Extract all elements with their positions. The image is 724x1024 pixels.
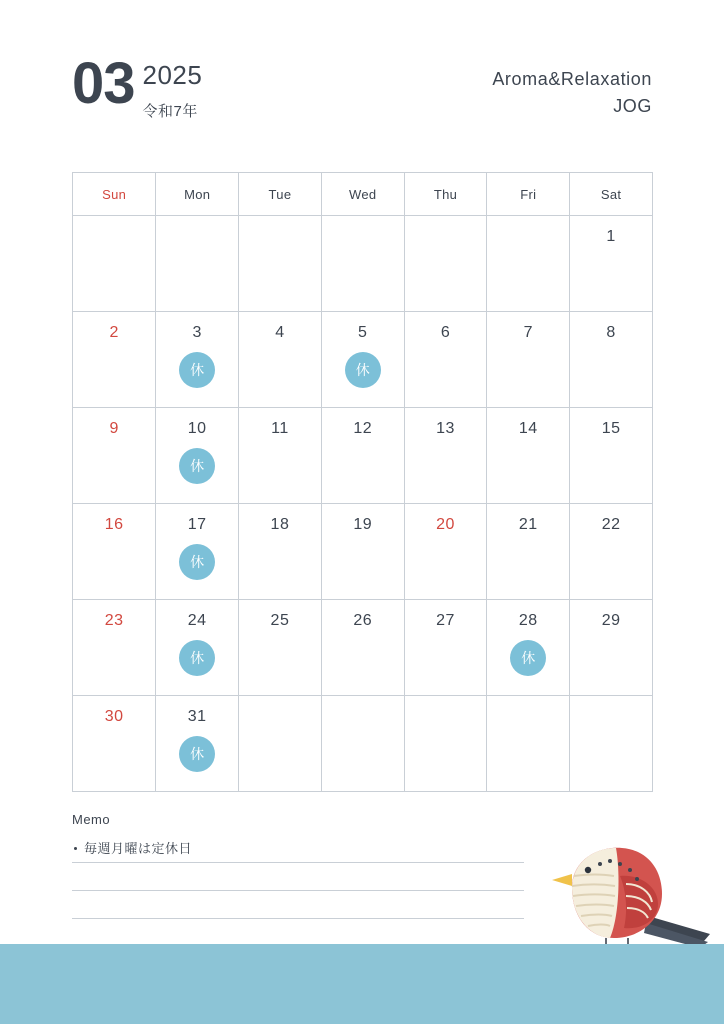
weekday-fri: Fri <box>487 173 570 216</box>
calendar-empty-cell <box>73 216 156 312</box>
memo-title: Memo <box>72 812 111 827</box>
calendar-grid <box>72 172 653 792</box>
day-number: 27 <box>436 612 455 629</box>
memo-line[interactable] <box>72 891 524 919</box>
calendar-day-cell[interactable] <box>404 504 487 600</box>
calendar-empty-cell <box>239 216 322 312</box>
japanese-era-year: 令和7年 <box>142 103 198 120</box>
memo-text: 毎週月曜は定休日 <box>84 841 193 856</box>
weekday-wed: Wed <box>321 173 404 216</box>
closed-day-badge: 休 <box>345 352 381 388</box>
month-number: 03 <box>72 51 135 116</box>
closed-day-badge: 休 <box>179 736 215 772</box>
calendar-week-row <box>73 600 653 696</box>
calendar-day-cell[interactable] <box>321 600 404 696</box>
calendar-day-cell[interactable] <box>156 600 239 696</box>
brand-name: Aroma&Relaxation <box>492 69 652 89</box>
weekday-sat: Sat <box>570 173 653 216</box>
calendar-empty-cell <box>404 696 487 792</box>
weekday-mon: Mon <box>156 173 239 216</box>
calendar-day-cell[interactable] <box>487 504 570 600</box>
calendar-week-row <box>73 216 653 312</box>
calendar-week-row <box>73 312 653 408</box>
day-number: 31 <box>187 708 207 725</box>
closed-day-badge: 休 <box>179 544 215 580</box>
calendar-day-cell[interactable] <box>321 504 404 600</box>
calendar-empty-cell <box>487 696 570 792</box>
day-number: 4 <box>275 324 285 341</box>
memo-lines <box>72 835 524 947</box>
day-number: 7 <box>523 324 533 341</box>
day-number: 28 <box>518 612 538 629</box>
day-number: 2 <box>109 324 119 341</box>
day-number: 16 <box>104 516 124 533</box>
day-number: 11 <box>271 420 289 437</box>
brand-shortname: JOG <box>613 96 652 116</box>
day-number: 23 <box>104 612 124 629</box>
day-number: 22 <box>601 516 621 533</box>
calendar-day-cell[interactable] <box>570 312 653 408</box>
closed-day-badge: 休 <box>179 448 215 484</box>
calendar-day-cell[interactable] <box>156 312 239 408</box>
calendar-day-cell[interactable] <box>404 408 487 504</box>
calendar-empty-cell <box>321 216 404 312</box>
weekday-thu: Thu <box>404 173 487 216</box>
calendar-empty-cell <box>404 216 487 312</box>
day-number: 25 <box>270 612 290 629</box>
calendar-empty-cell <box>487 216 570 312</box>
day-number: 12 <box>353 420 373 437</box>
memo-line[interactable] <box>72 863 524 891</box>
calendar-empty-cell <box>321 696 404 792</box>
memo-section <box>72 812 524 947</box>
calendar-day-cell[interactable] <box>73 696 156 792</box>
memo-line[interactable] <box>72 919 524 947</box>
calendar-day-cell[interactable] <box>404 600 487 696</box>
calendar-empty-cell <box>570 696 653 792</box>
day-number: 30 <box>104 708 124 725</box>
day-number: 24 <box>187 612 207 629</box>
calendar-week-row <box>73 408 653 504</box>
calendar-day-cell[interactable] <box>321 408 404 504</box>
calendar-weekday-header <box>73 173 653 216</box>
calendar-empty-cell <box>239 696 322 792</box>
day-number: 10 <box>187 420 207 437</box>
calendar-day-cell[interactable] <box>487 408 570 504</box>
calendar-week-row <box>73 696 653 792</box>
day-number: 5 <box>358 324 368 341</box>
day-number: 20 <box>436 516 455 533</box>
memo-bullet-icon <box>74 847 77 850</box>
calendar-day-cell[interactable] <box>570 408 653 504</box>
calendar-day-cell[interactable] <box>156 504 239 600</box>
calendar-day-cell[interactable] <box>570 216 653 312</box>
calendar-day-cell[interactable] <box>321 312 404 408</box>
day-number: 26 <box>353 612 373 629</box>
day-number: 15 <box>601 420 621 437</box>
calendar-day-cell[interactable] <box>73 312 156 408</box>
calendar-day-cell[interactable] <box>404 312 487 408</box>
day-number: 29 <box>601 612 621 629</box>
calendar-day-cell[interactable] <box>156 696 239 792</box>
month-year-block <box>72 51 203 121</box>
calendar-day-cell[interactable] <box>487 312 570 408</box>
closed-day-badge: 休 <box>510 640 546 676</box>
day-number: 1 <box>606 228 616 245</box>
calendar-day-cell[interactable] <box>239 504 322 600</box>
day-number: 19 <box>353 516 373 533</box>
year-number: 2025 <box>142 60 203 90</box>
calendar-day-cell[interactable] <box>239 600 322 696</box>
page-header <box>72 51 652 136</box>
weekday-sun: Sun <box>73 173 156 216</box>
calendar-day-cell[interactable] <box>239 408 322 504</box>
calendar-day-cell[interactable] <box>487 600 570 696</box>
footer-color-band <box>0 944 724 1024</box>
calendar-day-cell[interactable] <box>156 408 239 504</box>
day-number: 3 <box>192 324 202 341</box>
day-number: 6 <box>440 324 451 341</box>
weekday-tue: Tue <box>239 173 322 216</box>
calendar-day-cell[interactable] <box>73 600 156 696</box>
calendar-day-cell[interactable] <box>570 600 653 696</box>
calendar-week-row <box>73 504 653 600</box>
closed-day-badge: 休 <box>179 352 215 388</box>
day-number: 14 <box>518 420 538 437</box>
day-number: 18 <box>270 516 290 533</box>
memo-line[interactable] <box>72 835 524 863</box>
calendar-day-cell[interactable] <box>239 312 322 408</box>
calendar-day-cell[interactable] <box>73 408 156 504</box>
day-number: 9 <box>109 420 119 437</box>
brand-title <box>492 66 652 120</box>
calendar-empty-cell <box>156 216 239 312</box>
day-number: 21 <box>518 516 538 533</box>
calendar-day-cell[interactable] <box>570 504 653 600</box>
year-block <box>143 56 203 121</box>
day-number: 17 <box>187 516 207 533</box>
closed-day-badge: 休 <box>179 640 215 676</box>
day-number: 13 <box>436 420 455 437</box>
day-number: 8 <box>606 324 616 341</box>
calendar-day-cell[interactable] <box>73 504 156 600</box>
